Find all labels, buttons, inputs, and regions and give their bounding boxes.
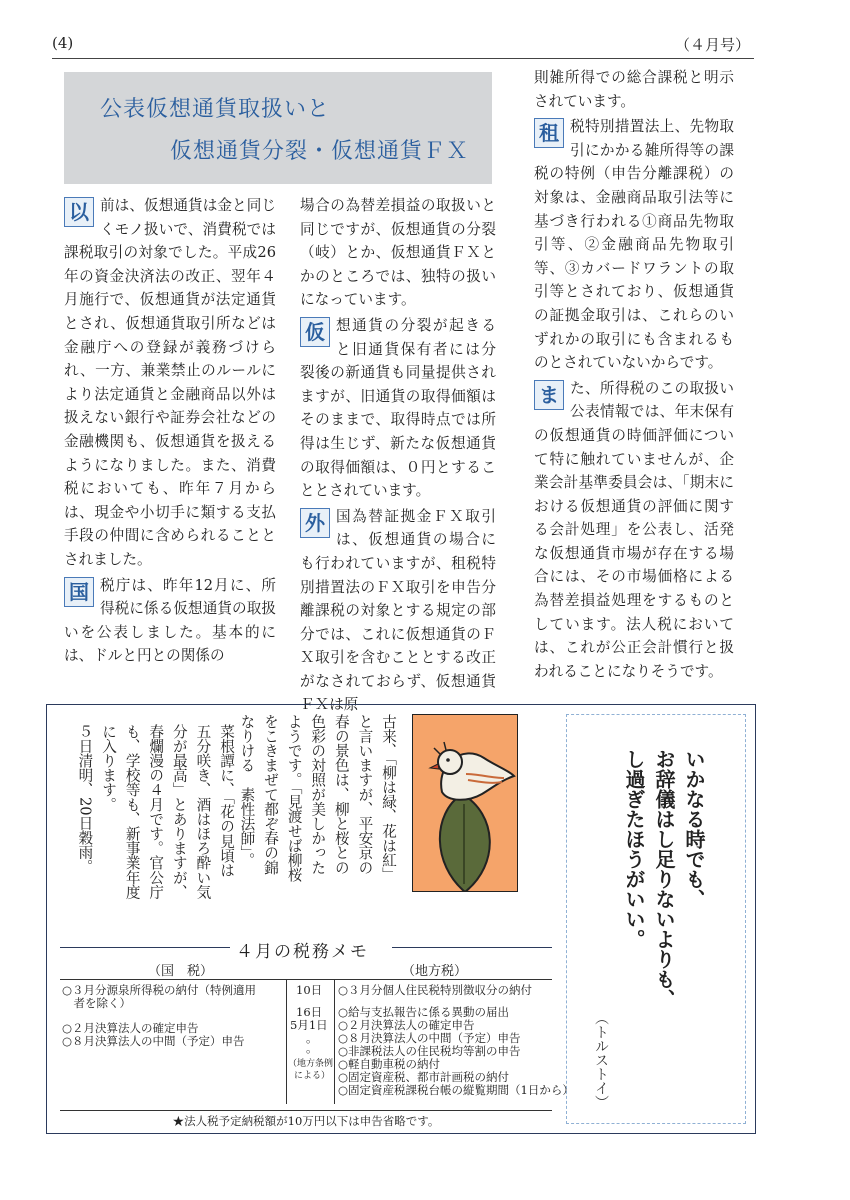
title-line-1: 公表仮想通貨取扱いと (100, 97, 331, 122)
text-line: なりける 素性法師」。 (238, 714, 256, 868)
national-item: ○３月分源泉所得税の納付（特例適用 (62, 983, 257, 997)
paragraph-text: 前は、仮想通貨は金と同じくモノ扱いで、消費税では課税取引の対象でした。平成26年の資金決済法の改正、翌年４月施行で、仮想通貨が法定通貨とされ、仮想通貨取引所などは金融庁への登録が義務づけられ、一方、兼業禁止のルールにより法定通貨と金融商品以外は扱えない銀行や証券会社などの金融機関も、仮想通貨を扱えるようになりました。また、消費税においても、昨年７月からは、現金や小切手に類する支払手段の仲間に含められることとされました。 (64, 197, 276, 568)
article-column-3 (534, 66, 734, 706)
issue-label: （４月号） (674, 36, 750, 54)
divider (286, 980, 287, 1104)
text-line: をこきまぜて都ぞ春の錦 (262, 714, 280, 875)
text-line: に入ります。 (100, 724, 118, 812)
local-item: ○給与支払報告に係る異動の届出 (338, 1005, 510, 1019)
paragraph (64, 194, 276, 572)
quote-author: （トルストイ） (593, 1011, 609, 1109)
dropcap: 外 (300, 508, 330, 538)
national-tax-heading: （国 税） (148, 964, 214, 979)
text-line: 古来、「柳は緑、花は紅」 (380, 714, 397, 882)
text-line: 分が最高」とありますが、 (170, 724, 188, 900)
dropcap: 租 (534, 118, 564, 148)
national-item: ○２月決算法人の確定申告 (62, 1021, 199, 1035)
title-line-2: 仮想通貨分裂・仮想通貨ＦＸ (170, 139, 470, 164)
paragraph (300, 314, 496, 503)
paragraph-text: 税庁は、昨年12月に、所得税に係る仮想通貨の取扱いを公表しました。基本的には、ドルと円との関係の (64, 576, 276, 665)
paragraph-text: 税特別措置法上、先物取引にかかる雑所得等の課税の特例（申告分離課税）の対象は、金融商品取引法等に基づき行われる①商品先物取引等、②金融商品先物取引等、③カバードワラントの取引等とされており、仮想通貨の証拠金取引は、これらのいずれかの取引にも含まれるものとされていないからです。 (534, 118, 734, 372)
dropcap: ま (534, 380, 564, 410)
text-line: 春爛漫の４月です。官公庁 (147, 724, 165, 900)
text-line: も、学校等も、新事業年度 (123, 724, 141, 900)
text-line: ５日清明、20日穀雨。 (76, 724, 94, 874)
date-label: 16日 (296, 1005, 323, 1019)
quote-line: し過ぎたほうがいい。 (622, 749, 646, 949)
paragraph-text: 想通貨の分裂が起きると旧通貨保有者には分裂後の新通貨も同量提供されますが、旧通貨の取得価額はそのままで、取得時点では所得は生じず、新たな仮想通貨の取得価額は、０円とすることとされています。 (300, 316, 496, 500)
text-line: 色彩の対照が美しかった (309, 714, 327, 875)
local-item: ○３月分個人住民税特別徴収分の納付 (338, 983, 533, 997)
paragraph: 場合の為替差損益の取扱いと同じですが、仮想通貨の分裂（岐）とか、仮想通貨ＦＸとかのところでは、独特の扱いになっています。 (300, 197, 496, 309)
article-column-2 (300, 194, 496, 714)
quote-text (619, 749, 709, 1009)
divider (60, 979, 552, 980)
text-line: 五分咲き、酒はほろ酔い気 (194, 724, 212, 900)
quote-line: いかなる時でも、 (682, 749, 706, 909)
date-label: 。 (306, 1041, 318, 1055)
page-number: (4) (52, 34, 74, 52)
national-item: ○８月決算法人の中間（予定）申告 (62, 1034, 245, 1048)
date-label: 10日 (296, 983, 323, 997)
divider (334, 980, 335, 1104)
memo-rule-left (60, 947, 230, 948)
paragraph (534, 377, 734, 684)
paragraph-text: 国為替証拠金ＦＸ取引は、仮想通貨の場合にも行われていますが、租税特別措置法のＦＸ取引を申告分離課税の対象とする規定の部分では、これに仮想通貨のＦＸ取引を含むこととする改正がなされておらず、仮想通貨ＦＸは原 (300, 507, 496, 714)
memo-footnote: ★法人税予定納税額が10万円以下は申告省略です。 (60, 1110, 552, 1129)
quote-line: お辞儀はし足りないよりも、 (652, 749, 676, 1009)
local-item: ○固定資産税課税台帳の縦覧期間（1日から） (338, 1083, 574, 1097)
date-label: （地方条例 (288, 1059, 334, 1069)
text-line: と言いますが、平安京の (356, 714, 374, 875)
quote-box (566, 714, 746, 1124)
paragraph: 則雑所得での総合課税と明示されています。 (534, 69, 734, 110)
memo-title: ４月の税務メモ (236, 942, 369, 962)
seasonal-column-text (235, 714, 400, 914)
seasonal-column-text-2 (73, 724, 238, 914)
text-line: ようです。「見渡せば柳桜 (285, 714, 303, 882)
local-item: ○２月決算法人の確定申告 (338, 1018, 475, 1032)
date-label: 5月1日 (290, 1018, 328, 1032)
text-line: 菜根譚に、「花の見頃は (218, 724, 235, 878)
paragraph-text: た、所得税のこの取扱い公表情報では、年末保有の仮想通貨の時価評価について特に触れていませんが、企業会計基準委員会は、「期末における仮想通貨の評価に関する会計処理」を公表し、活発な仮想通貨市場が存在する場合には、その市場価格による為替差損益処理をするものとしています。法人税においては、これが公正会計慣行と扱われることになりそうです。 (534, 379, 734, 680)
date-label: 。 (306, 1031, 318, 1045)
dropcap: 国 (64, 577, 94, 607)
dropcap: 仮 (300, 317, 330, 347)
national-item: 者を除く） (62, 996, 131, 1010)
text-line: 春の景色は、柳と桜との (332, 714, 350, 875)
paragraph (534, 115, 734, 375)
bird-leaf-illustration (412, 714, 518, 892)
paragraph (300, 505, 496, 717)
dropcap: 以 (64, 197, 94, 227)
memo-rule-right (392, 947, 552, 948)
article-column-1 (64, 194, 276, 704)
local-item: ○非課税法人の住民税均等割の申告 (338, 1044, 521, 1058)
local-item: ○固定資産税、都市計画税の納付 (338, 1070, 510, 1084)
local-item: ○８月決算法人の中間（予定）申告 (338, 1031, 521, 1045)
header-rule (52, 58, 754, 59)
paragraph (64, 574, 276, 668)
local-item: ○軽自動車税の納付 (338, 1057, 441, 1071)
title-box (64, 72, 492, 184)
local-tax-heading: （地方税） (402, 964, 468, 979)
date-label: による） (294, 1071, 331, 1081)
